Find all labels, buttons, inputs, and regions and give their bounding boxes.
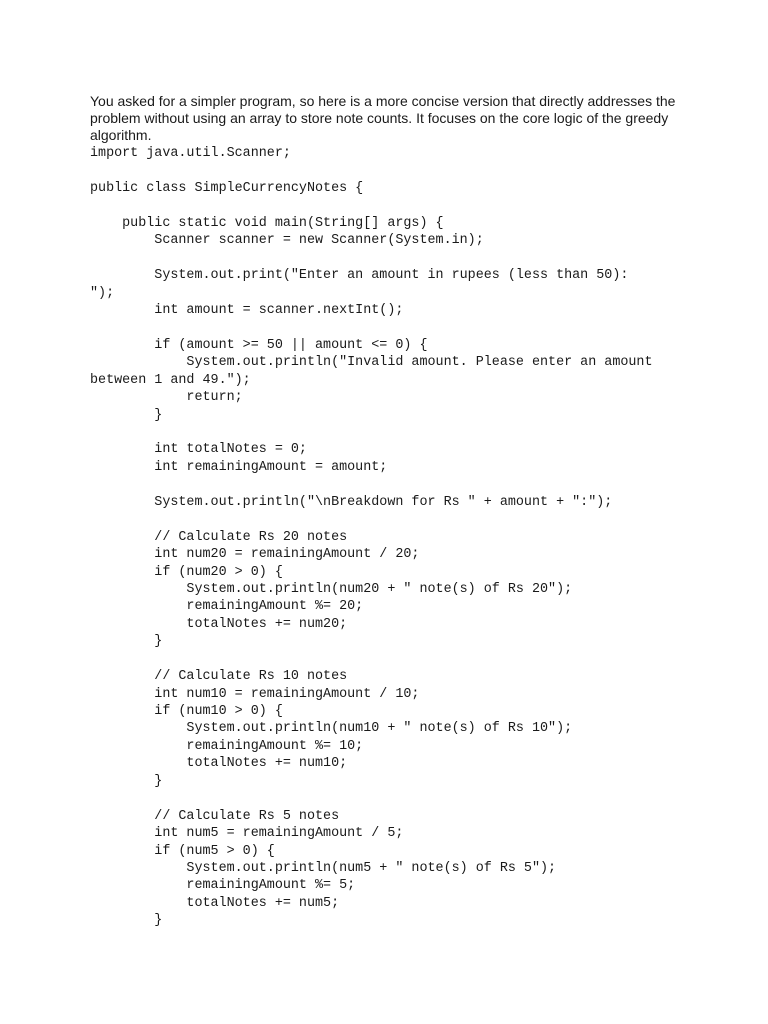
code-line: int remainingAmount = amount; [90, 459, 388, 475]
code-line: } [90, 634, 163, 650]
code-line: remainingAmount %= 5; [90, 878, 356, 894]
code-line: int amount = scanner.nextInt(); [90, 302, 404, 318]
code-line [90, 511, 690, 528]
code-line: } [90, 913, 163, 929]
code-line [90, 476, 690, 493]
code-line [90, 790, 690, 807]
code-line [90, 319, 690, 336]
code-line: between 1 and 49."); [90, 372, 251, 388]
code-line: remainingAmount %= 10; [90, 738, 364, 754]
code-line: import java.util.Scanner; [90, 146, 291, 161]
code-line: System.out.println(num5 + " note(s) of Rs 5"); [90, 860, 557, 876]
code-line: int num20 = remainingAmount / 20; [90, 547, 420, 563]
code-line: if (amount >= 50 || amount <= 0) { [90, 337, 428, 353]
code-line: System.out.print("Enter an amount in rupees (less than 50): [90, 268, 637, 284]
code-line: System.out.println("\nBreakdown for Rs " + amount + ":"); [90, 494, 613, 510]
code-line: Scanner scanner = new Scanner(System.in); [90, 233, 484, 249]
code-line: public static void main(String[] args) { [90, 215, 444, 231]
code-line: } [90, 407, 163, 423]
code-line: int totalNotes = 0; [90, 442, 307, 458]
code-line: remainingAmount %= 20; [90, 599, 364, 615]
code-line: System.out.println(num20 + " note(s) of Rs 20"); [90, 581, 573, 597]
code-line [90, 197, 690, 214]
code-line: if (num20 > 0) { [90, 564, 283, 580]
code-line: // Calculate Rs 20 notes [90, 529, 348, 545]
code-line: // Calculate Rs 5 notes [90, 808, 340, 824]
intro-paragraph: You asked for a simpler program, so here is a more concise version that directly addresses the problem without using an array to store note counts. It focuses on the core logic of the greedy algorithm. [90, 93, 676, 143]
code-line [90, 162, 690, 179]
code-line: return; [90, 390, 243, 406]
code-line: "); [90, 285, 115, 301]
code-line: int num5 = remainingAmount / 5; [90, 826, 404, 842]
code-line: totalNotes += num5; [90, 895, 340, 911]
code-line [90, 250, 690, 267]
code-line [90, 651, 690, 668]
code-line: int num10 = remainingAmount / 10; [90, 686, 420, 702]
code-line: totalNotes += num10; [90, 756, 348, 772]
code-line: System.out.println("Invalid amount. Please enter an amount [90, 355, 661, 371]
code-line: if (num10 > 0) { [90, 704, 283, 719]
code-line: if (num5 > 0) { [90, 843, 275, 859]
code-line: } [90, 773, 163, 789]
code-line: System.out.println(num10 + " note(s) of Rs 10"); [90, 721, 573, 737]
code-line: totalNotes += num20; [90, 616, 348, 632]
code-line: // Calculate Rs 10 notes [90, 669, 348, 685]
code-line [90, 424, 690, 441]
code-line: public class SimpleCurrencyNotes { [90, 180, 364, 196]
code-block [90, 145, 690, 930]
